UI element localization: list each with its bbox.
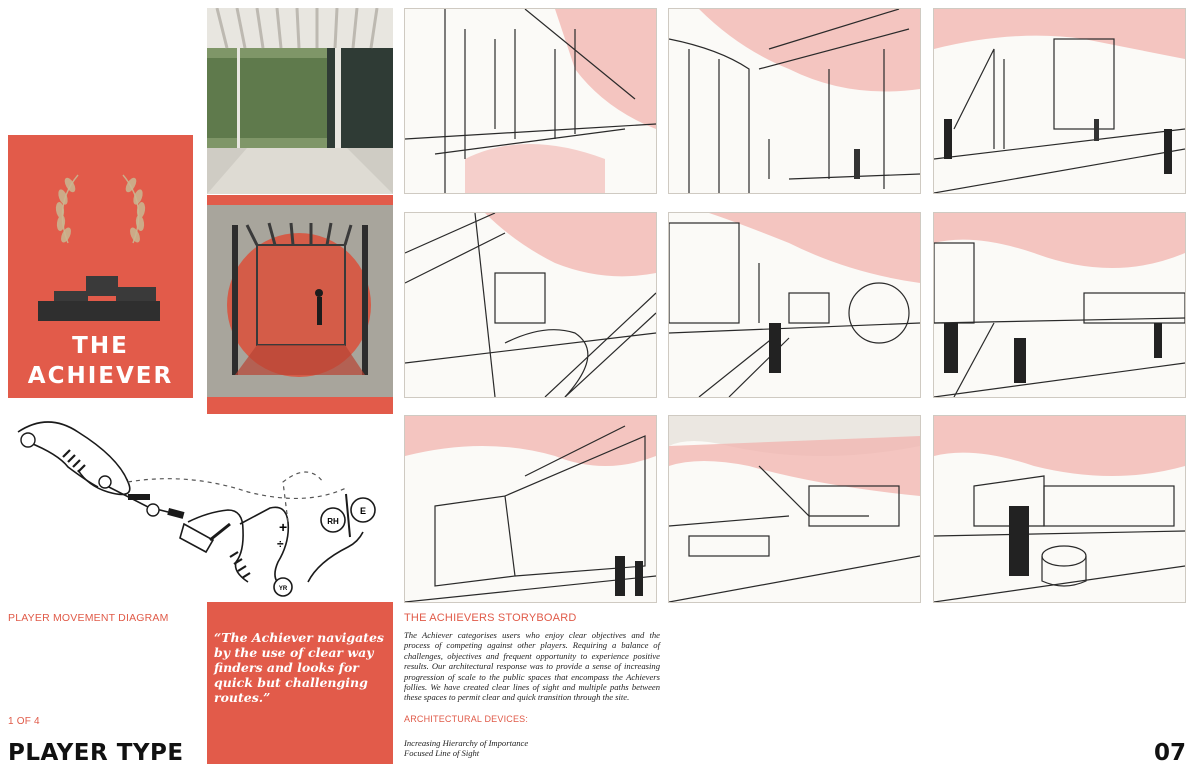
player-type-title: PLAYER TYPE (8, 740, 184, 766)
diagram-node-rh: RH (327, 517, 339, 526)
storyboard-frame-2 (668, 8, 921, 194)
laurel-podium-icon (8, 135, 193, 335)
diagram-caption: PLAYER MOVEMENT DIAGRAM (8, 612, 169, 624)
canopy-photo (207, 8, 393, 194)
device-item-1: Increasing Hierarchy of Importance (404, 738, 529, 748)
storyboard-frame-8 (668, 415, 921, 603)
storyboard-frame-3 (933, 8, 1186, 194)
device-item-2: Focused Line of Sight (404, 748, 480, 758)
page-counter: 1 OF 4 (8, 716, 40, 727)
quote-panel (207, 602, 393, 764)
hero-title-line2: ACHIEVER (27, 363, 174, 389)
quote-text: “The Achiever navigates by the use of clear way finders and looks for quick but challenging routes.” (214, 630, 384, 705)
storyboard-frame-6 (933, 212, 1186, 398)
svg-text:+: + (279, 519, 288, 535)
diagram-node-yr: YR (278, 586, 288, 592)
storyboard-heading: THE ACHIEVERS STORYBOARD (404, 612, 577, 624)
storyboard-body: The Achiever categorises users who enjoy clear objectives and the process of competing against other players. Requiring a balance of challenges, objectives and frequent opportunity to experience positive results. Our architectural response was to provide a sense of increasing progression of scale to the public spaces that encompass the Achievers follies. We have created clear lines of sight and multiple paths between these spaces to permit clear and quick transition through the site. (404, 630, 660, 703)
page-number: 07 (1153, 740, 1186, 766)
devices-heading: ARCHITECTURAL DEVICES: (404, 714, 529, 724)
folly-panel (207, 195, 393, 414)
hero-panel (8, 135, 193, 398)
diagram-node-e: E (359, 506, 367, 516)
storyboard-frame-9 (933, 415, 1186, 603)
hero-title-line1: THE (72, 333, 129, 359)
folly-sketch (207, 205, 393, 397)
storyboard-frame-5 (668, 212, 921, 398)
storyboard-frame-7 (404, 415, 657, 603)
svg-text:÷: ÷ (277, 537, 284, 551)
storyboard-frame-1 (404, 8, 657, 194)
storyboard-frame-4 (404, 212, 657, 398)
player-movement-diagram (8, 412, 393, 602)
